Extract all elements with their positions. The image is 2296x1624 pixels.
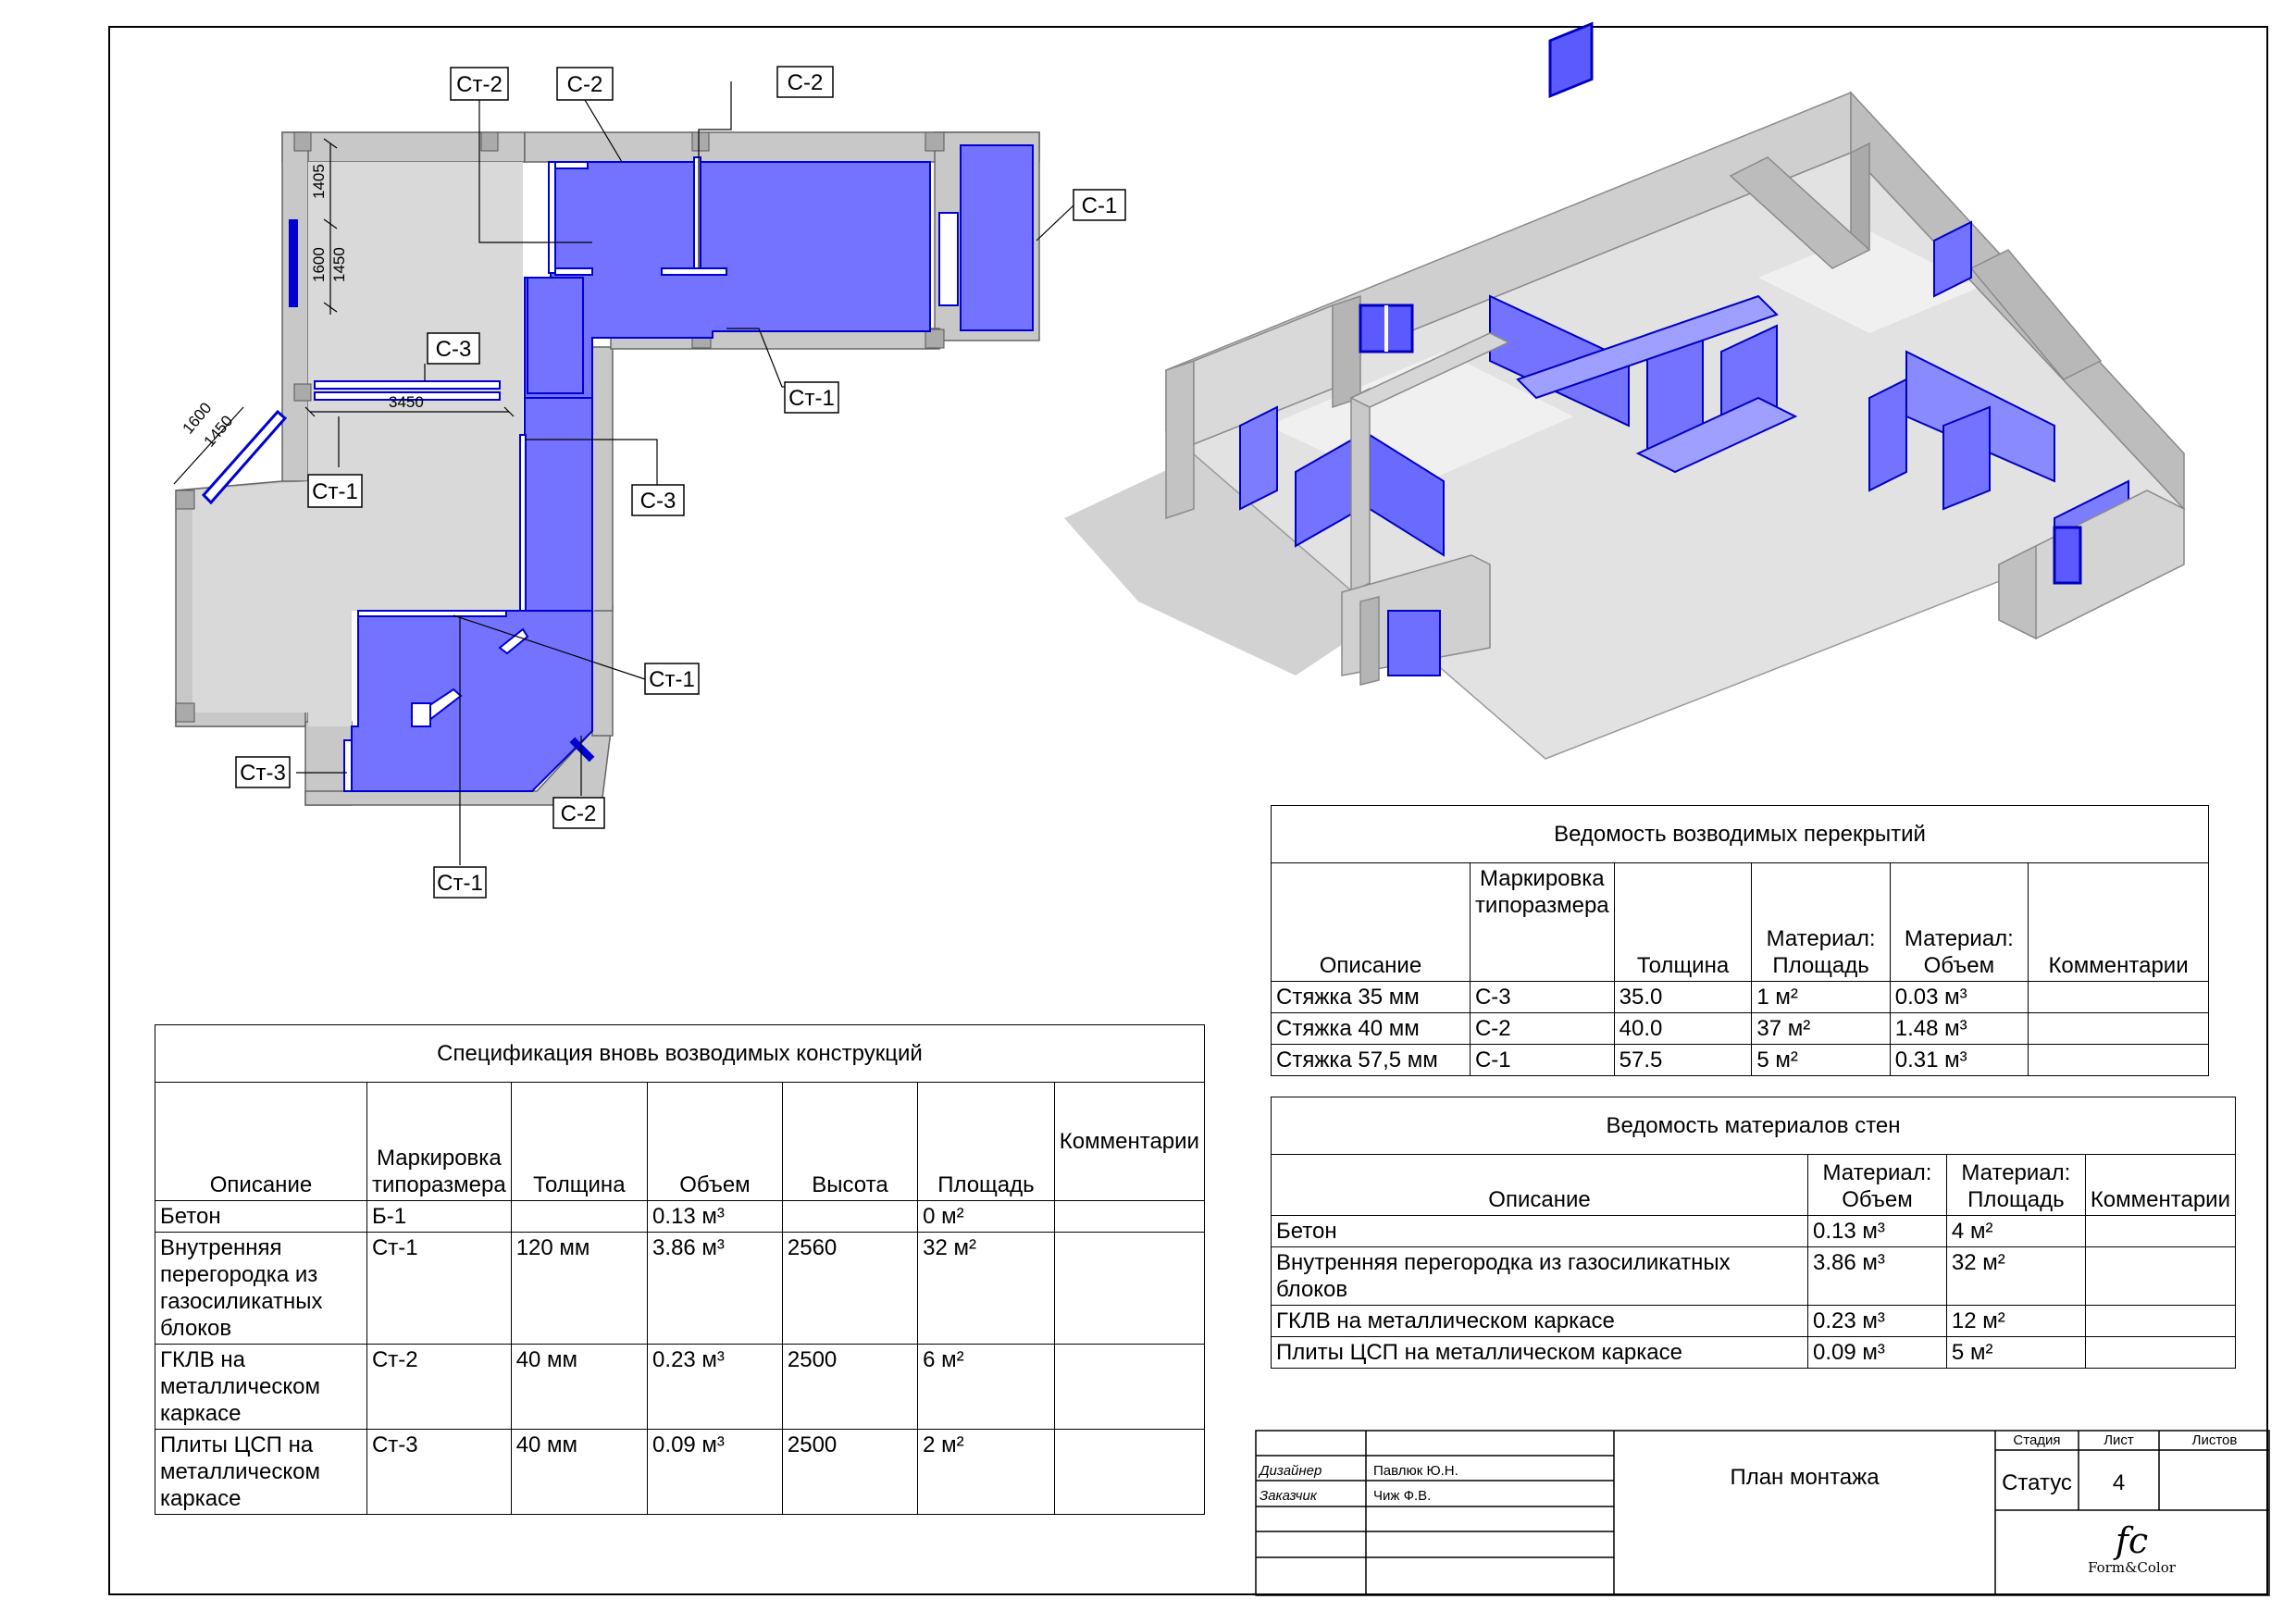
table-cell: Внутренняя перегородка из газосиликатных блоков <box>155 1233 367 1345</box>
wall-table <box>1271 1097 2236 1369</box>
table-cell: 4 м² <box>1946 1216 2085 1247</box>
designer-label: Дизайнер <box>1260 1463 1322 1479</box>
stage-value: Статус <box>2002 1470 2072 1495</box>
callout-c2-top-left: С-2 <box>566 72 603 97</box>
wall-table-title: Ведомость материалов стен <box>1272 1097 2236 1155</box>
table-cell: 0.13 м³ <box>1808 1216 1947 1247</box>
table-cell: Б-1 <box>366 1201 511 1233</box>
dim-3450: 3450 <box>389 393 424 411</box>
stage-header: Стадия <box>2013 1432 2061 1448</box>
callout-c1-right: С-1 <box>1081 193 1118 218</box>
wall-header-comments: Комментарии <box>2085 1155 2235 1216</box>
table-cell: 40 мм <box>511 1430 647 1515</box>
table-cell: 37 м² <box>1752 1013 1890 1045</box>
logo-text: Form&Color <box>2088 1559 2176 1576</box>
callout-c3-upper: С-3 <box>435 337 472 362</box>
slab-table-title: Ведомость возводимых перекрытий <box>1272 806 2209 863</box>
table-row <box>155 1345 1205 1430</box>
table-cell <box>2029 1045 2209 1076</box>
dim-1450-vertical: 1450 <box>330 247 348 282</box>
dim-1405: 1405 <box>310 164 328 199</box>
table-cell: 3.86 м³ <box>648 1233 783 1345</box>
table-cell <box>1054 1345 1204 1430</box>
table-cell: Стяжка 35 мм <box>1272 982 1471 1013</box>
table-row <box>155 1233 1205 1345</box>
table-cell: 0.09 м³ <box>648 1430 783 1515</box>
table-row <box>1272 1216 2236 1247</box>
table-cell: Ст-2 <box>366 1345 511 1430</box>
title-block <box>1255 1430 2270 1596</box>
designer-name: Павлюк Ю.Н. <box>1373 1463 1458 1479</box>
callout-st1-middle: Ст-1 <box>788 386 835 411</box>
dim-1600-vertical: 1600 <box>310 247 328 282</box>
table-cell: Ст-1 <box>366 1233 511 1345</box>
dim-1450-diagonal: 1450 <box>200 412 237 451</box>
table-cell: 2500 <box>782 1345 917 1430</box>
slab-header-marking: Маркировка типоразмера <box>1470 863 1614 982</box>
table-cell: Внутренняя перегородка из газосиликатных блоков <box>1272 1247 1808 1306</box>
spec-header-thickness: Толщина <box>511 1083 647 1201</box>
spec-header-marking: Маркировка типоразмера <box>366 1083 511 1201</box>
slab-header-comments: Комментарии <box>2029 863 2209 982</box>
table-cell <box>2085 1337 2235 1369</box>
table-row <box>1272 1306 2236 1337</box>
table-row <box>155 1430 1205 1515</box>
table-cell: 0.13 м³ <box>648 1201 783 1233</box>
slab-table <box>1271 805 2209 1076</box>
table-cell: 40.0 <box>1614 1013 1752 1045</box>
table-row <box>1272 1337 2236 1369</box>
table-cell: С-1 <box>1470 1045 1614 1076</box>
spec-table-title: Спецификация вновь возводимых конструкций <box>155 1025 1205 1083</box>
table-cell: Бетон <box>1272 1216 1808 1247</box>
table-cell <box>2085 1216 2235 1247</box>
table-cell: 32 м² <box>1946 1247 2085 1306</box>
table-cell: 3.86 м³ <box>1808 1247 1947 1306</box>
isometric-3d-view <box>1055 120 2240 787</box>
table-cell: 0.03 м³ <box>1890 982 2028 1013</box>
slab-header-thickness: Толщина <box>1614 863 1752 982</box>
table-cell: 2500 <box>782 1430 917 1515</box>
table-row <box>1272 982 2209 1013</box>
slab-header-material-volume: Материал: Объем <box>1890 863 2028 982</box>
sheet-value: 4 <box>2112 1470 2126 1495</box>
spec-header-area: Площадь <box>918 1083 1055 1201</box>
client-label: Заказчик <box>1260 1488 1317 1504</box>
table-cell: 40 мм <box>511 1345 647 1430</box>
sheet-header: Лист <box>2104 1432 2134 1448</box>
wall-header-material-area: Материал: Площадь <box>1946 1155 2085 1216</box>
spec-table <box>155 1024 1205 1515</box>
table-cell: 0.23 м³ <box>648 1345 783 1430</box>
spec-header-volume: Объем <box>648 1083 783 1201</box>
table-cell: Плиты ЦСП на металлическом каркасе <box>155 1430 367 1515</box>
table-cell: 2560 <box>782 1233 917 1345</box>
callout-c2-top-right: С-2 <box>787 70 824 95</box>
table-cell: 0.09 м³ <box>1808 1337 1947 1369</box>
table-cell: ГКЛВ на металлическом каркасе <box>155 1345 367 1430</box>
sheets-header: Листов <box>2191 1432 2238 1448</box>
table-cell <box>1054 1201 1204 1233</box>
table-cell: 0.31 м³ <box>1890 1045 2028 1076</box>
table-cell: 0 м² <box>918 1201 1055 1233</box>
form-color-logo <box>2069 1522 2194 1576</box>
slab-header-material-area: Материал: Площадь <box>1752 863 1890 982</box>
table-cell: 12 м² <box>1946 1306 2085 1337</box>
spec-header-description: Описание <box>155 1083 367 1201</box>
spec-header-height: Высота <box>782 1083 917 1201</box>
table-row <box>155 1201 1205 1233</box>
callout-st1-lower-right: Ст-1 <box>649 667 695 692</box>
wall-header-description: Описание <box>1272 1155 1808 1216</box>
table-cell: С-3 <box>1470 982 1614 1013</box>
dim-1600-diagonal: 1600 <box>179 399 216 438</box>
table-cell: 120 мм <box>511 1233 647 1345</box>
table-cell: 32 м² <box>918 1233 1055 1345</box>
table-cell: 57.5 <box>1614 1045 1752 1076</box>
slab-header-description: Описание <box>1272 863 1471 982</box>
table-cell: 35.0 <box>1614 982 1752 1013</box>
table-cell <box>511 1201 647 1233</box>
table-row <box>1272 1247 2236 1306</box>
table-cell: 5 м² <box>1946 1337 2085 1369</box>
callout-st2-top: Ст-2 <box>456 72 503 97</box>
table-cell <box>2085 1247 2235 1306</box>
table-cell: Стяжка 57,5 мм <box>1272 1045 1471 1076</box>
table-cell: 1 м² <box>1752 982 1890 1013</box>
callout-st3-bottom: Ст-3 <box>240 761 286 786</box>
wall-header-material-volume: Материал: Объем <box>1808 1155 1947 1216</box>
table-cell <box>1054 1430 1204 1515</box>
table-cell <box>2085 1306 2235 1337</box>
table-cell: 2 м² <box>918 1430 1055 1515</box>
table-cell: Плиты ЦСП на металлическом каркасе <box>1272 1337 1808 1369</box>
table-cell <box>2029 1013 2209 1045</box>
table-cell: 0.23 м³ <box>1808 1306 1947 1337</box>
floor-plan <box>0 0 1118 925</box>
table-cell: Ст-3 <box>366 1430 511 1515</box>
table-cell: 1.48 м³ <box>1890 1013 2028 1045</box>
callout-c3-right: С-3 <box>639 489 676 514</box>
table-row <box>1272 1013 2209 1045</box>
drawing-title: План монтажа <box>1730 1465 1880 1490</box>
table-cell: ГКЛВ на металлическом каркасе <box>1272 1306 1808 1337</box>
spec-header-comments: Комментарии <box>1054 1083 1204 1201</box>
callout-st1-bottom: Ст-1 <box>437 871 483 896</box>
callout-st1-left: Ст-1 <box>312 479 358 504</box>
table-cell: 6 м² <box>918 1345 1055 1430</box>
table-cell: Бетон <box>155 1201 367 1233</box>
table-cell <box>782 1201 917 1233</box>
callout-c2-bottom: С-2 <box>560 801 597 826</box>
table-row <box>1272 1045 2209 1076</box>
table-cell <box>2029 982 2209 1013</box>
table-cell: 5 м² <box>1752 1045 1890 1076</box>
logo-monogram: fc <box>2115 1520 2149 1561</box>
table-cell: С-2 <box>1470 1013 1614 1045</box>
table-cell <box>1054 1233 1204 1345</box>
client-name: Чиж Ф.В. <box>1373 1488 1432 1504</box>
table-cell: Стяжка 40 мм <box>1272 1013 1471 1045</box>
